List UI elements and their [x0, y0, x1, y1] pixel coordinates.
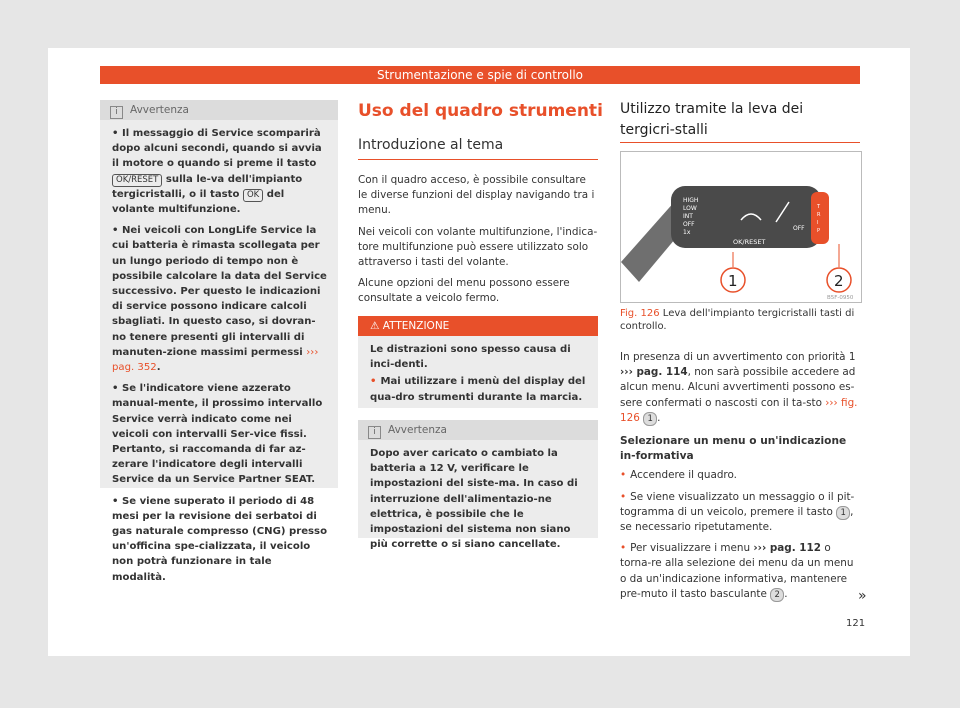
page-ref-link[interactable]: ››› pag. 112	[753, 542, 821, 555]
warning-header	[358, 316, 598, 336]
warning-box	[358, 316, 598, 408]
right-heading: Utilizzo tramite la leva dei tergicri-stalli	[620, 101, 804, 138]
page-number: 121	[846, 618, 866, 629]
notice-item-4: • Se viene superato il periodo di 48 mesi per la revisione dei serbatoi di gas naturale compresso (CNG) presso un'officina spe-cializzata, il veicolo non potrà funzionare in tale modalità.	[112, 495, 328, 583]
info-icon: i	[110, 106, 123, 119]
notice-text: Il messaggio di Service scomparirà dopo alcuni secondi, quando si avvia il motore o quando si preme il tasto	[112, 128, 322, 170]
caption-text: Leva dell'impianto tergicristalli tasti di controllo.	[620, 308, 855, 332]
notice-body	[100, 120, 338, 585]
text: .	[657, 411, 661, 424]
bullet-item	[620, 490, 860, 536]
warning-text: Mai utilizzare i menù del display del qua-dro strumenti durante la marcia.	[370, 376, 586, 403]
continue-mark: »	[858, 588, 867, 604]
warning-item	[370, 374, 588, 404]
bullet-icon: •	[620, 542, 627, 555]
side-label-p: P	[817, 228, 821, 234]
paragraph: Alcune opzioni del menu possono essere consultate a veicolo fermo.	[358, 277, 570, 305]
okreset-key: OK/RESET	[112, 174, 162, 187]
caption-label: Fig. 126	[620, 308, 660, 319]
section-title: Uso del quadro strumenti	[358, 101, 603, 121]
key-number-1: 1	[836, 506, 850, 520]
notice-header	[358, 420, 598, 440]
text: , non sarà possibile accedere ad alcun menu. Alcuni avvertimenti possono es-sere confermati o nascosti con il ta-sto	[620, 366, 856, 409]
divider	[620, 142, 860, 143]
bullet-icon: •	[620, 490, 627, 503]
notice-box-service	[100, 100, 338, 583]
callout-number-1: 1	[728, 272, 738, 290]
notice-title: Avvertenza	[388, 424, 447, 436]
notice-text: .	[156, 362, 161, 374]
ok-key: OK	[243, 189, 263, 202]
label-off: OFF	[683, 221, 695, 228]
paragraph	[620, 350, 860, 426]
notice-box-battery	[358, 420, 598, 551]
notice-text: Se l'indicatore viene azzerato manual-mente, il prossimo intervallo Service verrà indicato come nei veicoli con intervalli Ser-vice fissi. Pertanto, si raccomanda di far az-zerare l'indicatore degli intervalli Service da un Service Partner SEAT.	[112, 383, 323, 486]
label-high: HIGH	[683, 197, 699, 204]
bullet-item	[620, 541, 860, 602]
side-label-i: I	[817, 220, 819, 226]
text: , se necessario ripetutamente.	[620, 505, 854, 534]
notice-body: Dopo aver caricato o cambiato la batteria a 12 V, verificare le impostazioni del siste-ma. In caso di interruzione dell'alimentazio-ne elettrica, è possibile che le impostazioni del sistema non siano più corrette o si siano cancellate.	[370, 448, 578, 551]
label-low: LOW	[683, 205, 697, 212]
notice-text: Se viene superato il periodo di 48 mesi per la revisione dei serbatoi di gas naturale compresso (CNG) presso un'officina spe-cializzata, il veicolo non potrà funzionare in tale modalità.	[112, 495, 328, 583]
notice-title: Avvertenza	[130, 104, 189, 116]
figure-ref-link[interactable]: ››› fig. 126	[620, 396, 858, 424]
text: Se viene visualizzato un messaggio o il pit-togramma di un veicolo, premere il tasto	[620, 490, 855, 518]
callout-number-2: 2	[834, 272, 844, 290]
warning-text: Le distrazioni sono spesso causa di inci-denti.	[370, 344, 571, 371]
figure-wiper-lever	[620, 151, 862, 303]
paragraph: Nei veicoli con volante multifunzione, l'indica-tore multifunzione può essere utilizzato solo attraverso i tasti del volante.	[358, 225, 598, 269]
warning-triangle-icon: ⚠	[370, 320, 383, 332]
notice-item-2: • Nei veicoli con LongLife Service la cui batteria è rimasta scollegata per un lungo periodo di tempo non è possibile calcolare la data del Service successivo. Per questo le indicazioni di service possono indicare calcoli sbagliati. In questo caso, si dovran-no tenere presenti gli intervalli di manuten-zione massimi permessi ››› pag. 352.	[112, 225, 327, 374]
figure-caption	[620, 307, 860, 333]
notice-text: sulla le-va dell'impianto tergicristalli, o il tasto	[112, 173, 303, 200]
label-1x: 1x	[683, 229, 691, 236]
figure-off-label: OFF	[793, 225, 805, 232]
notice-text: del volante multifunzione.	[112, 188, 285, 216]
divider	[358, 159, 598, 160]
page-ref-link[interactable]: ››› pag. 352	[112, 346, 319, 374]
figure-okreset-label: OK/RESET	[733, 238, 766, 246]
wiper-lever-illustration	[621, 152, 861, 302]
text: Per visualizzare i menu	[630, 542, 751, 555]
notice-header	[100, 100, 338, 120]
notice-text: Nei veicoli con LongLife Service la cui batteria è rimasta scollegata per un lungo periodo di tempo non è possibile calcolare la data del Service successivo. Per questo le indicazioni di service possono indicare calcoli sbagliati. In questo caso, si dovran-no tenere presenti gli intervalli di manuten-zione massimi permessi	[112, 225, 327, 358]
text: Accendere il quadro.	[630, 469, 737, 482]
figure-code: B5F-0950	[827, 295, 854, 301]
side-label-r: R	[817, 212, 821, 218]
warning-body	[358, 336, 598, 405]
bullet-icon: •	[370, 376, 377, 388]
text: In presenza di un avvertimento con priorità 1	[620, 351, 856, 363]
text: o torna-re alla selezione dei menu da un menu o da un'indicazione informativa, mantenere pre-muto il tasto basculante	[620, 542, 854, 600]
lever-rocker	[811, 192, 829, 244]
key-number-1: 1	[643, 412, 657, 426]
side-label-t: T	[817, 204, 821, 210]
bullet-item	[620, 468, 860, 483]
intro-text	[358, 173, 598, 313]
key-number-2: 2	[770, 588, 784, 602]
notice-item-1: • Il messaggio di Service scomparirà dopo alcuni secondi, quando si avvia il motore o quando si preme il tasto OK/RESET sulla le-va dell'impianto tergicristalli, o il tasto OK del volante multifunzione.	[112, 128, 322, 216]
page-ref-link[interactable]: ››› pag. 114	[620, 366, 688, 379]
subheading: Selezionare un menu o un'indicazione in-formativa	[620, 435, 847, 463]
warning-title: ATTENZIONE	[382, 320, 450, 332]
section-subtitle: Introduzione al tema	[358, 137, 504, 153]
right-text	[620, 350, 860, 608]
paragraph: Con il quadro acceso, è possibile consultare le diverse funzioni del display navigando tra i menu.	[358, 174, 595, 217]
info-icon: i	[368, 426, 381, 439]
bullet-icon: •	[620, 469, 627, 482]
label-int: INT	[683, 213, 693, 220]
text: .	[784, 587, 788, 600]
notice-item-3: • Se l'indicatore viene azzerato manual-mente, il prossimo intervallo Service verrà indicato come nei veicoli con intervalli Ser-vice fissi. Pertanto, si raccomanda di far az-zerare l'indicatore degli intervalli Service da un Service Partner SEAT.	[112, 383, 323, 486]
page-header: Strumentazione e spie di controllo	[100, 66, 860, 84]
